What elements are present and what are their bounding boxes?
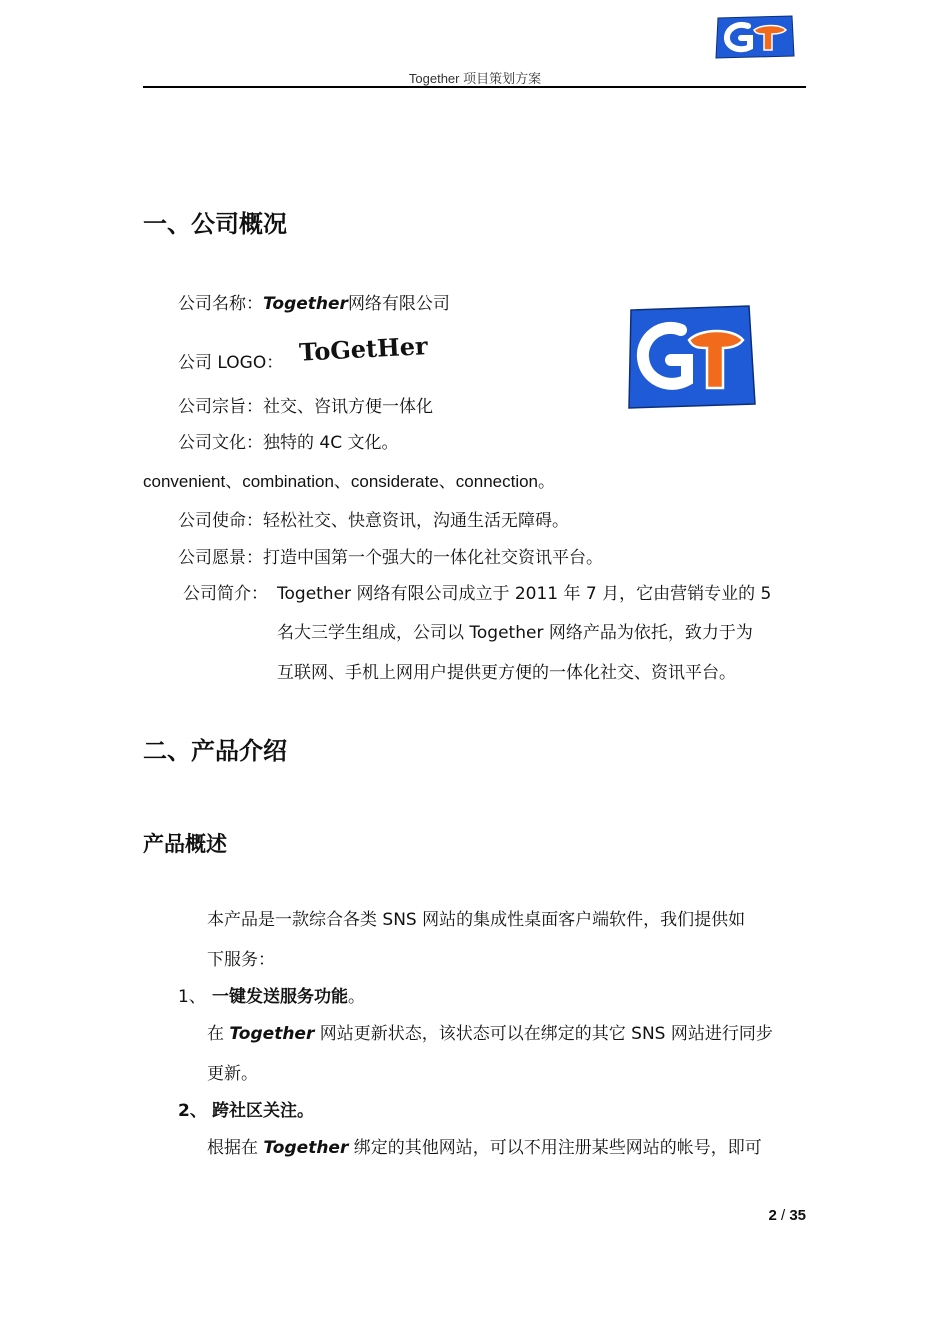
together-wordmark-logo xyxy=(297,330,429,367)
list-item-1-title xyxy=(212,982,365,1007)
list-item-2-desc xyxy=(207,1133,762,1158)
list-item-2-desc-pre: 根据在 xyxy=(207,1138,264,1158)
list-item-1-desc-line2: 更新。 xyxy=(207,1064,258,1084)
subheading-product-overview: 产品概述 xyxy=(143,832,227,856)
section-heading-company: 一、公司概况 xyxy=(143,210,287,238)
header-divider xyxy=(143,86,806,88)
overview-line: 本产品是一款综合各类 SNS 网站的集成性桌面客户端软件，我们提供如 xyxy=(207,910,746,930)
list-item-1-desc xyxy=(207,1019,773,1044)
list-item-2-title: 跨社区关注。 xyxy=(212,1101,314,1121)
company-vision: 公司愿景：打造中国第一个强大的一体化社交资讯平台。 xyxy=(178,548,603,568)
company-name-brand: Together xyxy=(263,294,348,314)
company-name-rest: 网络有限公司 xyxy=(347,294,450,314)
total-pages: 35 xyxy=(789,1207,806,1224)
company-culture: 公司文化：独特的 4C 文化。 xyxy=(178,433,399,453)
company-mission: 公司使命：轻松社交、快意资讯，沟通生活无障碍。 xyxy=(178,511,569,531)
section-heading-product: 二、产品介绍 xyxy=(143,737,287,765)
company-purpose: 公司宗旨：社交、咨讯方便一体化 xyxy=(178,397,433,417)
list-item-1-title-text: 一键发送服务功能 xyxy=(212,987,348,1007)
company-culture-words: convenient、combination、considerate、connection。 xyxy=(143,472,556,491)
list-item-1-desc-post: 网站更新状态，该状态可以在绑定的其它 SNS 网站进行同步 xyxy=(314,1024,773,1044)
company-name-label: 公司名称： xyxy=(178,294,263,314)
list-item-2-brand: Together xyxy=(263,1138,349,1158)
list-item-1-period: 。 xyxy=(348,987,365,1007)
list-item-1-brand: Together xyxy=(229,1024,315,1044)
company-logo-large-icon xyxy=(627,304,757,410)
company-intro-label: 公司简介： xyxy=(183,584,268,604)
company-intro-line: Together 网络有限公司成立于 2011 年 7 月，它由营销专业的 5 xyxy=(277,584,772,604)
current-page: 2 xyxy=(768,1207,777,1224)
page-separator: / xyxy=(776,1207,790,1224)
list-item-1-desc-pre: 在 xyxy=(207,1024,230,1044)
company-intro-line: 互联网、手机上网用户提供更方便的一体化社交、资讯平台。 xyxy=(277,663,736,683)
company-name-line xyxy=(178,289,450,314)
overview-line: 下服务： xyxy=(207,950,275,970)
document-header-title: Together 项目策划方案 xyxy=(408,71,542,86)
company-logo-icon xyxy=(714,14,796,60)
page-number xyxy=(700,1207,806,1224)
company-logo-label: 公司 LOGO： xyxy=(178,353,284,373)
list-item-2-desc-post: 绑定的其他网站，可以不用注册某些网站的帐号，即可 xyxy=(348,1138,762,1158)
wordmark-text: ToGetHer xyxy=(298,331,429,367)
company-intro-line: 名大三学生组成，公司以 Together 网络产品为依托，致力于为 xyxy=(277,623,753,643)
list-item-1-number: 1、 xyxy=(178,987,206,1007)
list-item-2-number: 2、 xyxy=(178,1101,207,1121)
